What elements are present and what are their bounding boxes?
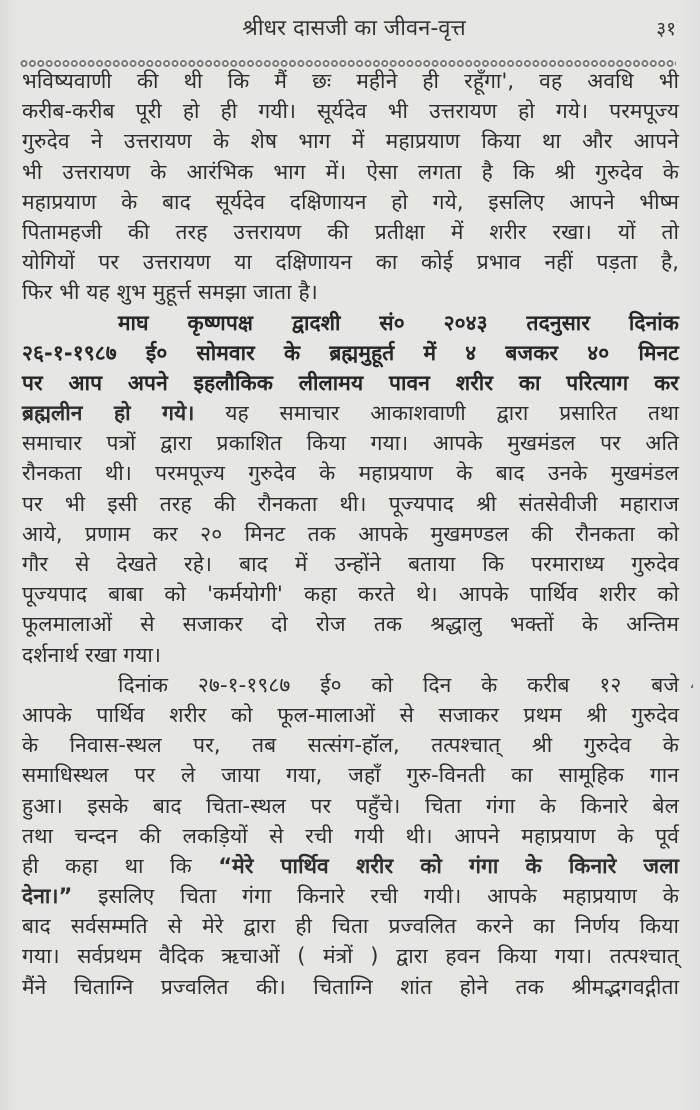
text-line-bold: पर आप अपने इहलौकिक लीलामय पावन शरीर का परित्याग कर [22,370,679,395]
text-line: गुरुदेव ने उत्तरायण के शेष भाग में महाप्रयाण किया था और आपने [22,129,679,154]
text-line: फूलमालाओं से सजाकर दो रोज तक श्रद्धालु भक्तों के अन्तिम [22,612,679,637]
text-line: पितामहजी की तरह उत्तरायण की प्रतीक्षा में शरीर रखा। यों तो [22,219,679,244]
text-line: करीब-करीब पूरी हो ही गयी। सूर्यदेव भी उत्तरायण हो गये। परमपूज्य [22,99,679,124]
text-line: के निवास-स्थल पर, तब सत्संग-हॉल, तत्पश्चात् श्री गुरुदेव के [22,733,679,758]
text-line: भी उत्तरायण के आरंभिक भाग में। ऐसा लगता है कि श्री गुरुदेव के [22,159,679,184]
text-line: समाधिस्थल पर ले जाया गया, जहाँ गुरु-विनती का सामूहिक गान [22,763,679,788]
text-line: फिर भी यह शुभ मुहूर्त्त समझा जाता है। [22,280,318,305]
text-line: रौनकता थी। परमपूज्य गुरुदेव के महाप्रयाण के बाद उनके मुखमंडल [22,461,679,486]
paragraph-2 [22,308,679,670]
text-line: मैंने चिताग्नि प्रज्वलित की। चिताग्नि शांत होने तक श्रीमद्भगवद्गीता [22,974,679,999]
text-line-bold: २६-१-१९८७ ई० सोमवार के ब्रह्ममुहूर्त में ४ बजकर ४० मिनट [22,340,679,365]
paragraph-3 [22,670,679,1002]
text-line: भविष्यवाणी की थी कि मैं छः महीने ही रहूँगा', वह अवधि भी [22,69,679,93]
text-line: बाद सर्वसम्मति से मेरे द्वारा ही चिता प्रज्वलित करने का निर्णय किया [22,914,679,939]
text-line: हुआ। इसके बाद चिता-स्थल पर पहुँचे। चिता गंगा के किनारे बेल [22,793,679,818]
text-line [22,398,679,428]
bold-quote: “मेरे पार्थिव शरीर को गंगा के किनारे जला [218,853,679,878]
text-line: दिनांक २७-१-१९८७ ई० को दिन के करीब १२ बजे [118,672,679,697]
body-text [22,66,679,1002]
text-line: समाचार पत्रों द्वारा प्रकाशित किया गया। आपके मुखमंडल पर अति [22,431,679,456]
running-header [20,12,680,46]
margin-mark: ʻ [690,683,695,699]
text-line: तथा चन्दन की लकड़ियों से रची गयी थी। आपने महाप्रयाण के पूर्व [22,823,679,848]
page-number: ३१ [656,18,676,40]
paragraph-1 [22,66,679,308]
text-line: गौर से देखते रहे। बाद में उन्होंने बताया कि परमाराध्य गुरुदेव [22,552,679,576]
text-line-bold: माघ कृष्णपक्ष द्वादशी सं० २०४३ तदनुसार दिनांक [118,310,679,335]
text-line: योगियों पर उत्तरायण या दक्षिणायन का कोई प्रभाव नहीं पड़ता है, [22,250,679,275]
text-line [22,881,679,911]
text-line: आये, प्रणाम कर २० मिनट तक आपके मुखमण्डल की रौनकता को [22,521,679,546]
text-line: महाप्रयाण के बाद सूर्यदेव दक्षिणायन हो गये, इसलिए आपने भीष्म [22,189,679,214]
text-line: पूज्यपाद बाबा को 'कर्मयोगी' कहा करते थे। आपके पार्थिव शरीर को [22,582,679,607]
text-run: इसलिए चिता गंगा किनारे रची गयी। आपके महाप्रयाण के [72,884,679,909]
bold-phrase: ब्रह्मलीन हो गये। [22,401,195,426]
text-line: आपके पार्थिव शरीर को फूल-मालाओं से सजाकर प्रथम श्री गुरुदेव [22,702,679,727]
text-run: ही कहा था कि [22,853,219,878]
text-line: गया। सर्वप्रथम वैदिक ऋचाओं ( मंत्रों ) द्वारा हवन किया गया। तत्पश्चात् [22,944,679,969]
running-title: श्रीधर दासजी का जीवन-वृत्त [242,16,466,41]
text-run: यह समाचार आकाशवाणी द्वारा प्रसारित तथा [194,401,680,426]
text-line: दर्शनार्थ रखा गया। [22,642,162,667]
bold-quote: देना।” [22,884,73,909]
text-line: पर भी इसी तरह की रौनकता थी। पूज्यपाद श्री संतसेवीजी महाराज [22,491,679,516]
text-line [22,851,679,881]
